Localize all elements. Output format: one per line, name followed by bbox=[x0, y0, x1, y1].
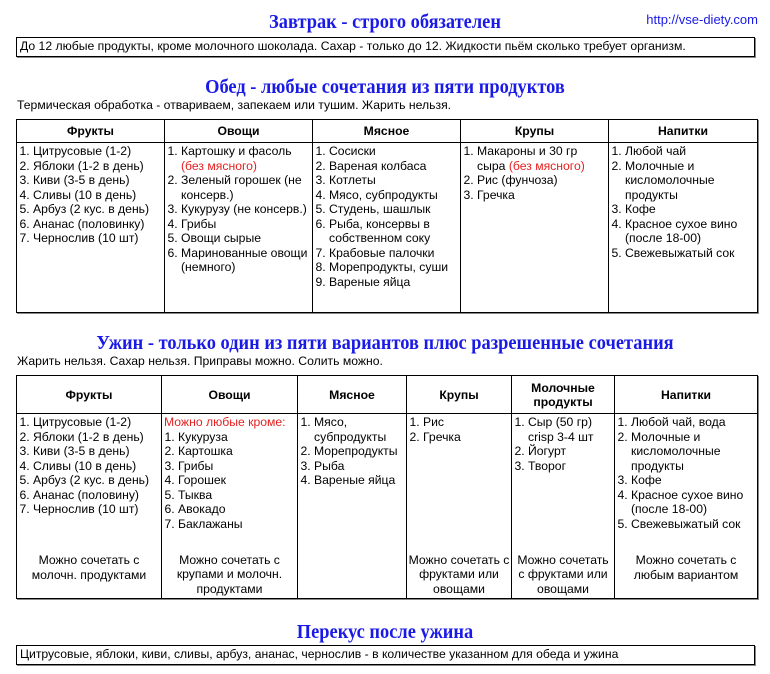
item-text: Макароны и 30 гр сыра bbox=[477, 144, 578, 173]
list-item: 2. Молочные и кисломолочные продукты bbox=[625, 159, 755, 203]
list-item: 3. Творог bbox=[528, 459, 612, 474]
dinner-vegetables-intro: Можно любые кроме: bbox=[164, 415, 286, 429]
list-item bbox=[181, 202, 310, 217]
item-text: Рис (фунчоза) bbox=[477, 173, 558, 187]
list-item: 3. Киви (3-5 в день) bbox=[33, 444, 159, 459]
list-item: 6. Ананас (половину) bbox=[33, 488, 159, 503]
lunch-grains-cell bbox=[461, 143, 609, 313]
item-warning: (без мясного) bbox=[508, 158, 585, 173]
list-item: 4. Сливы (10 в день) bbox=[33, 188, 162, 203]
lunch-header-meat: Мясное bbox=[313, 120, 461, 143]
item-text: Овощи сырые bbox=[181, 231, 261, 245]
list-item: 1. Любой чай, вода bbox=[631, 415, 755, 430]
list-item: 6. Авокадо bbox=[178, 502, 295, 517]
dinner-vegetables-cell bbox=[162, 414, 298, 599]
list-item: 7. Баклажаны bbox=[178, 517, 295, 532]
list-item: 7. Крабовые палочки bbox=[329, 246, 458, 261]
dinner-header-grains: Крупы bbox=[407, 376, 512, 414]
list-item: 1. Любой чай bbox=[625, 144, 755, 159]
dinner-subtitle: Жарить нельзя. Сахар нельзя. Приправы можно. Солить можно. bbox=[17, 354, 383, 368]
list-item: 2. Гречка bbox=[423, 430, 509, 445]
list-item: 1. Мясо, субпродукты bbox=[314, 415, 404, 444]
list-item: 1. Цитрусовые (1-2) bbox=[33, 415, 159, 430]
list-item: 4. Мясо, субпродукты bbox=[329, 188, 458, 203]
list-item: 5. Тыква bbox=[178, 488, 295, 503]
item-text: Грибы bbox=[181, 216, 217, 231]
list-item: 2. Йогурт bbox=[528, 444, 612, 459]
list-item bbox=[181, 246, 310, 275]
list-item: 5. Арбуз (2 кус. в день) bbox=[33, 202, 162, 217]
dinner-header-vegetables: Овощи bbox=[162, 376, 298, 414]
item-text: Кукурузу (не консерв.) bbox=[181, 202, 307, 216]
dinner-fruits-note: Можно сочетать с молочн. продуктами bbox=[31, 553, 147, 582]
list-item: 3. Рыба bbox=[314, 459, 404, 474]
list-item bbox=[181, 173, 310, 202]
dinner-title: Ужин - только один из пяти вариантов плюс разрешенные сочетания bbox=[96, 332, 674, 354]
list-item: 1. Цитрусовые (1-2) bbox=[33, 144, 162, 159]
list-item: 4. Вареные яйца bbox=[314, 473, 404, 488]
list-item: 2. Морепродукты bbox=[314, 444, 404, 459]
item-text: Зеленый горошек (не консерв.) bbox=[181, 173, 302, 202]
list-item: 2. Вареная колбаса bbox=[329, 159, 458, 174]
lunch-vegetables-cell bbox=[165, 143, 313, 313]
lunch-header-fruits: Фрукты bbox=[17, 120, 165, 143]
dinner-header-meat: Мясное bbox=[298, 376, 407, 414]
list-item: 1. Кукуруза bbox=[178, 430, 295, 445]
list-item: 7. Чернослив (10 шт) bbox=[33, 231, 162, 246]
lunch-fruits-cell bbox=[17, 143, 165, 313]
list-item: 2. Картошка bbox=[178, 444, 295, 459]
list-item: 5. Свежевыжатый сок bbox=[625, 246, 755, 261]
snack-title: Перекус после ужина bbox=[296, 621, 474, 643]
dinner-header-drinks: Напитки bbox=[615, 376, 758, 414]
lunch-subtitle: Термическая обработка - отвариваем, запекаем или тушим. Жарить нельзя. bbox=[17, 98, 452, 112]
list-item: 5. Студень, шашлык bbox=[329, 202, 458, 217]
lunch-header-vegetables: Овощи bbox=[165, 120, 313, 143]
dinner-fruits-cell bbox=[17, 414, 162, 599]
list-item: 2. Молочные и кисломолочные продукты bbox=[631, 430, 755, 474]
list-item: 3. Котлеты bbox=[329, 173, 458, 188]
item-text: Картошку и фасоль bbox=[181, 144, 292, 158]
list-item: 4. Красное сухое вино (после 18-00) bbox=[625, 217, 755, 246]
list-item: 1. Сыр (50 гр) crisp 3-4 шт bbox=[528, 415, 612, 444]
item-text: Гречка bbox=[477, 187, 515, 202]
snack-text: Цитрусовые, яблоки, киви, сливы, арбуз, ананас, чернослив - в количестве указанном для обеда и ужина bbox=[16, 645, 755, 665]
dinner-header-dairy: Молочные продукты bbox=[512, 376, 615, 414]
lunch-header-drinks: Напитки bbox=[609, 120, 758, 143]
list-item bbox=[181, 144, 310, 173]
dinner-grains-note: Можно сочетать с фруктами или овощами bbox=[408, 552, 510, 596]
dinner-drinks-cell bbox=[615, 414, 758, 599]
lunch-drinks-cell bbox=[609, 143, 758, 313]
list-item: 1. Рис bbox=[423, 415, 509, 430]
lunch-header-grains: Крупы bbox=[461, 120, 609, 143]
list-item bbox=[181, 231, 310, 246]
list-item bbox=[477, 144, 606, 173]
list-item: 3. Кофе bbox=[625, 202, 755, 217]
list-item: 4. Красное сухое вино (после 18-00) bbox=[631, 488, 755, 517]
dinner-drinks-note: Можно сочетать с любым вариантом bbox=[633, 553, 739, 582]
list-item: 6. Рыба, консервы в собственном соку bbox=[329, 217, 458, 246]
list-item: 2. Яблоки (1-2 в день) bbox=[33, 159, 162, 174]
list-item: 8. Морепродукты, суши bbox=[329, 260, 458, 275]
list-item: 3. Киви (3-5 в день) bbox=[33, 173, 162, 188]
lunch-title: Обед - любые сочетания из пяти продуктов bbox=[205, 76, 565, 98]
dinner-vegetables-note: Можно сочетать с крупами и молочн. продуктами bbox=[176, 552, 283, 596]
dinner-table bbox=[16, 375, 758, 599]
list-item: 5. Арбуз (2 кус. в день) bbox=[33, 473, 159, 488]
lunch-table bbox=[16, 119, 758, 313]
breakfast-title: Завтрак - строго обязателен bbox=[269, 11, 501, 33]
dinner-grains-cell bbox=[407, 414, 512, 599]
dinner-header-fruits: Фрукты bbox=[17, 376, 162, 414]
list-item: 9. Вареные яйца bbox=[329, 275, 458, 290]
dinner-dairy-cell bbox=[512, 414, 615, 599]
dinner-dairy-note: Можно сочетать с фруктами или овощами bbox=[517, 552, 609, 596]
list-item bbox=[477, 188, 606, 203]
list-item: 2. Яблоки (1-2 в день) bbox=[33, 430, 159, 445]
list-item bbox=[181, 217, 310, 232]
list-item bbox=[477, 173, 606, 188]
list-item: 3. Грибы bbox=[178, 459, 295, 474]
list-item: 4. Горошек bbox=[178, 473, 295, 488]
breakfast-text: До 12 любые продукты, кроме молочного шоколада. Сахар - только до 12. Жидкости пьём сколько требует организм. bbox=[16, 37, 755, 57]
dinner-meat-cell bbox=[298, 414, 407, 599]
list-item: 6. Ананас (половинку) bbox=[33, 217, 162, 232]
list-item: 7. Чернослив (10 шт) bbox=[33, 502, 159, 517]
list-item: 1. Сосиски bbox=[329, 144, 458, 159]
list-item: 4. Сливы (10 в день) bbox=[33, 459, 159, 474]
list-item: 3. Кофе bbox=[631, 473, 755, 488]
lunch-meat-cell bbox=[313, 143, 461, 313]
item-text: Маринованные овощи (немного) bbox=[181, 245, 308, 274]
site-link[interactable]: http://vse-diety.com bbox=[646, 12, 758, 27]
item-warning: (без мясного) bbox=[181, 158, 257, 173]
list-item: 5. Свежевыжатый сок bbox=[631, 517, 755, 532]
